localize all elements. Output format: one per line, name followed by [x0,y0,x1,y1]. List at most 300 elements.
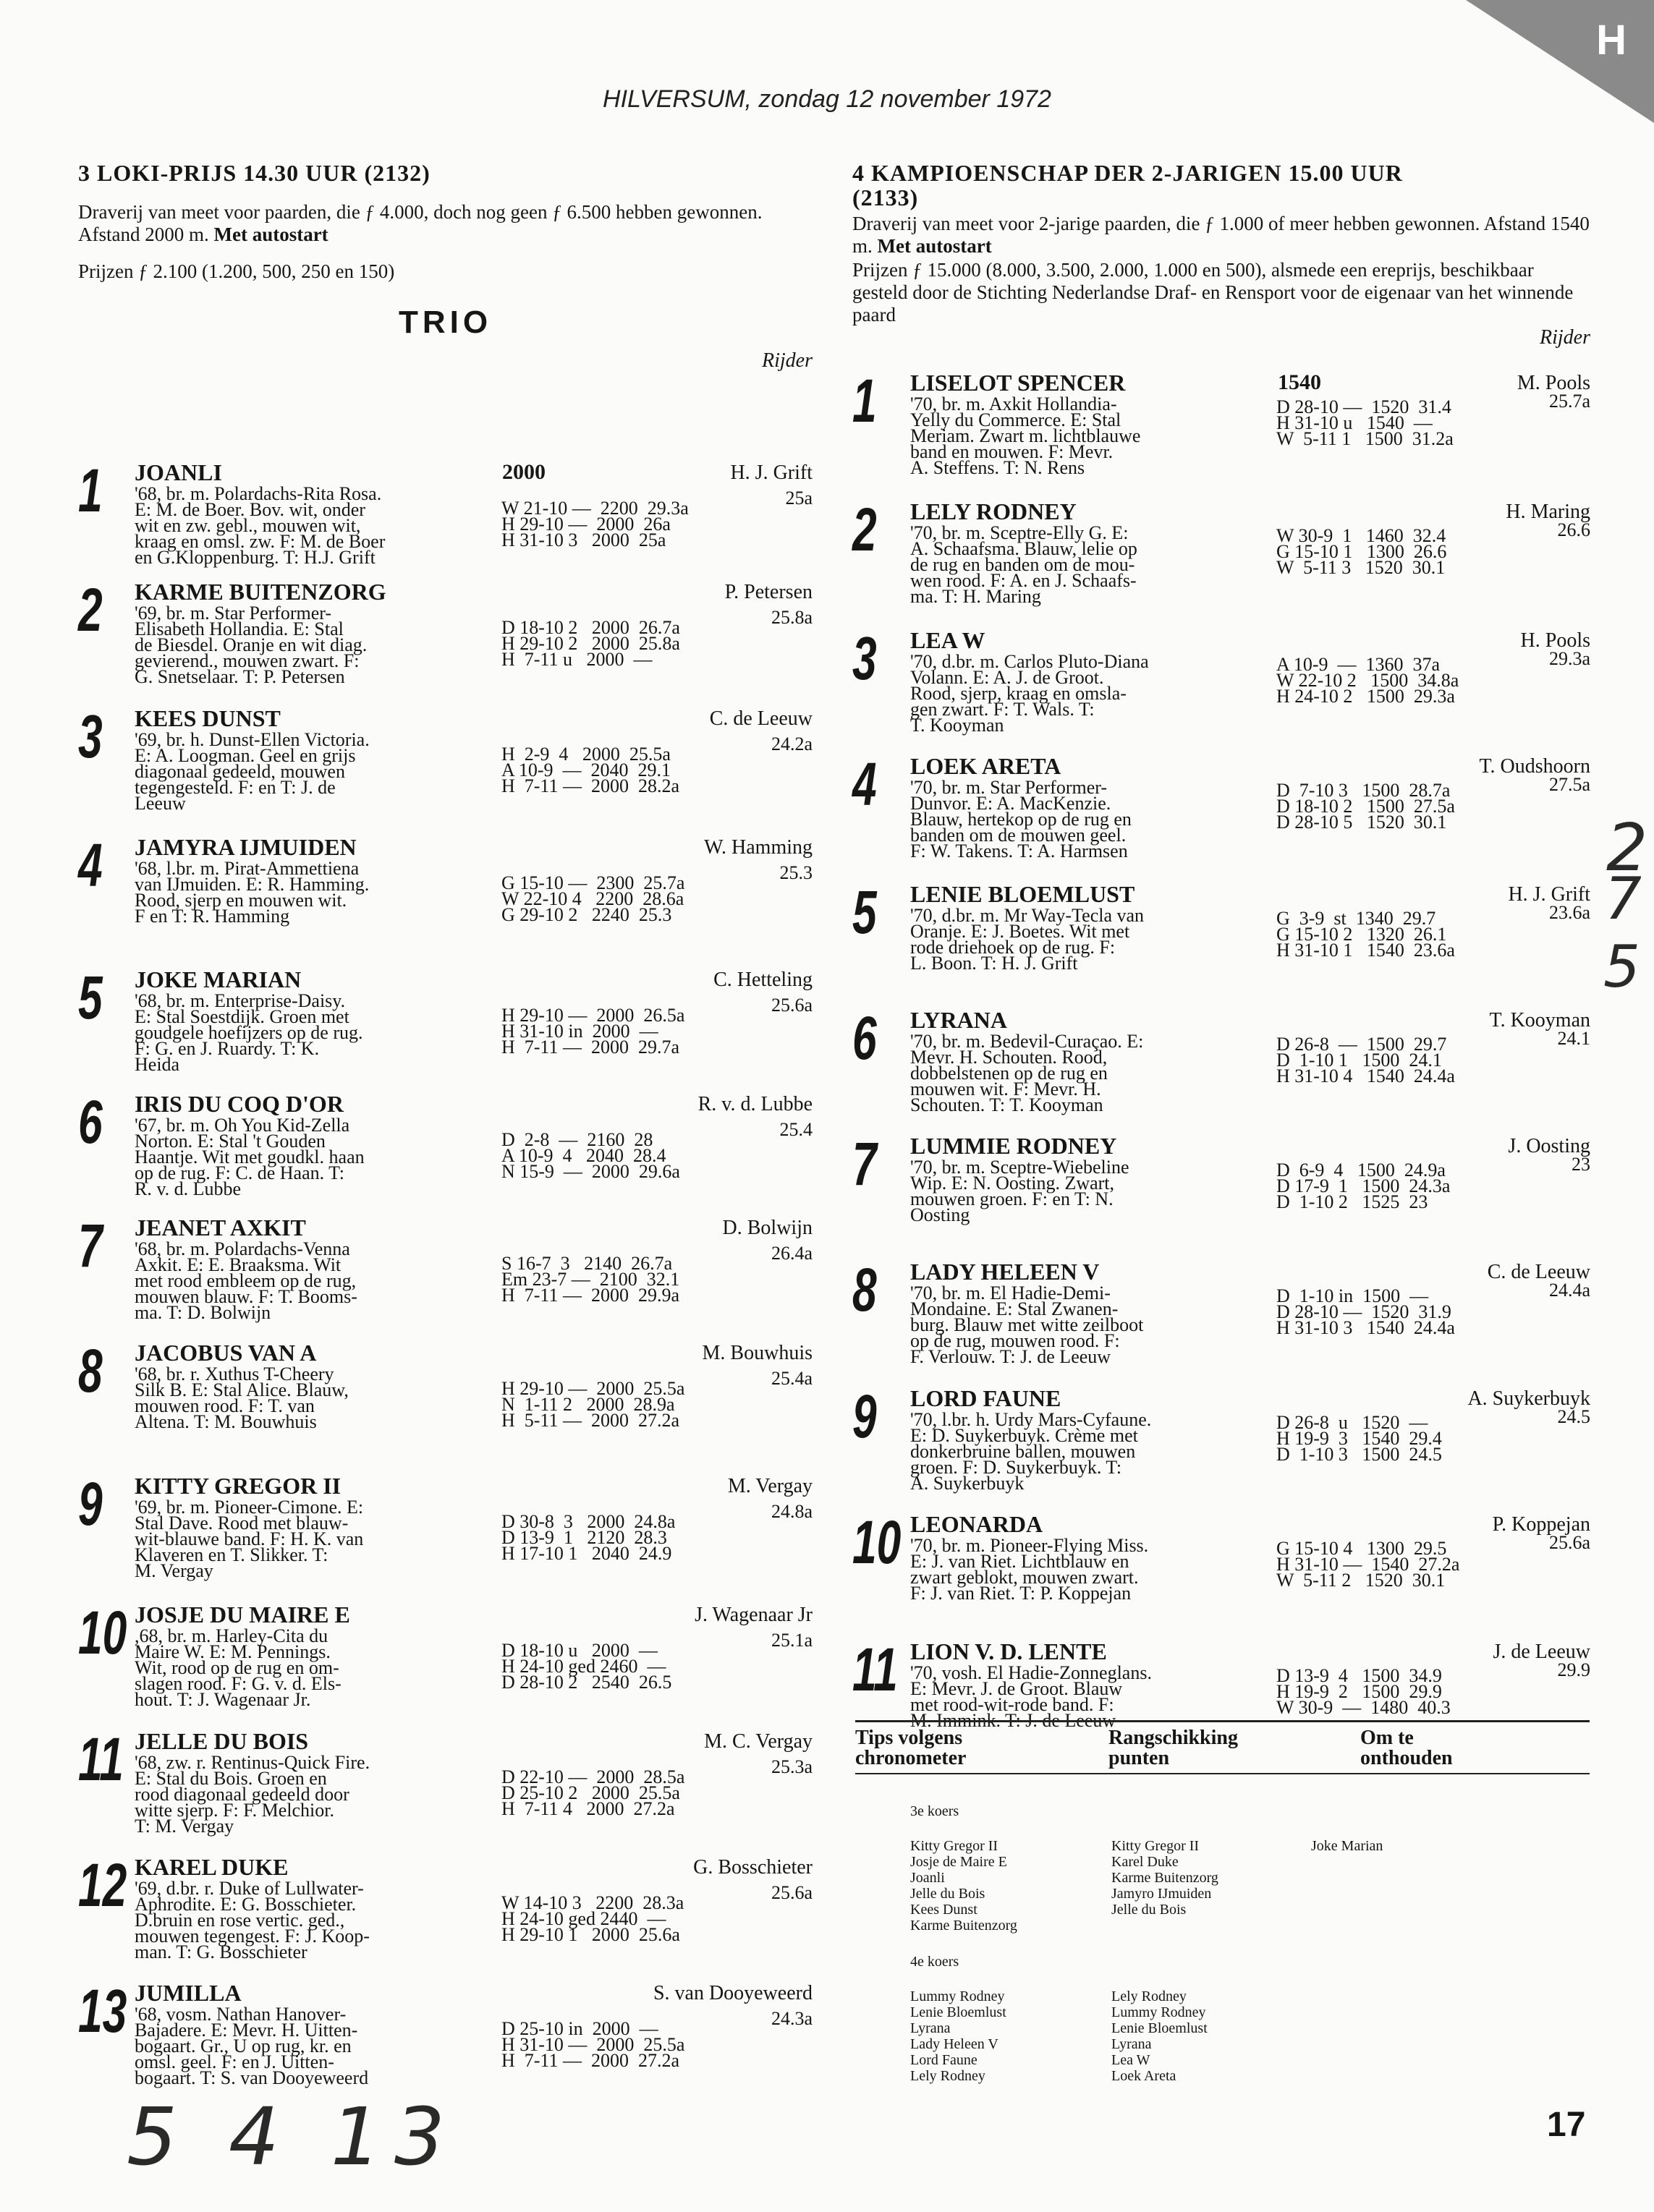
horse-description [910,777,1243,862]
form-line: H 7-11 — 2000 29.7a [501,1037,680,1058]
recent-form [501,2018,685,2071]
handwritten-mark-3: 5 [1603,933,1640,1000]
start-number: 10 [852,1508,902,1576]
start-number: 3 [78,702,103,770]
page-header: HILVERSUM, zondag 12 november 1972 [603,85,1051,113]
form-line: D 30-8 3 2000 24.8a [501,1511,676,1532]
tip-entry: Josje de Maire E [910,1854,1007,1870]
description-line: '70, br. m. Bedevil-Curaçao. E: [910,1031,1144,1052]
jockey-name: M. Pools [1517,372,1590,394]
description-line: F: J. van Riet. T: P. Koppejan [910,1583,1132,1604]
description-line: rode driehoek op de rug. F: [910,937,1116,958]
start-number: 3 [852,624,877,692]
jockey-name: M. Vergay [727,1475,813,1497]
description-line: Aphrodite. E: G. Bosschieter. [135,1894,357,1915]
rating: 29.3a [1548,648,1590,669]
description-line: Yelly du Commerce. E: Stal [910,409,1121,430]
horse-description [135,605,547,685]
rating: 25.6a [1548,1532,1590,1553]
horse-description [910,1535,1243,1604]
form-line: H 31-10 3 1540 24.4a [1276,1317,1455,1338]
description-line: Mevr. H. Schouten. Rood, [910,1047,1108,1068]
form-line: D 6-9 4 1500 24.9a [1276,1160,1446,1181]
description-line: met rood embleem op de rug, [135,1270,357,1291]
tip-entry: Lely Rodney [1111,1988,1187,2004]
rating: 29.9 [1557,1659,1590,1680]
race-4-title: 4 KAMPIOENSCHAP DER 2-JARIGEN 15.00 UUR [852,160,1403,186]
description-line: '70, br. m. Sceptre-Elly G. E: [910,522,1129,543]
description-line: bogaart. T: S. van Dooyeweerd [135,2067,369,2088]
jockey-name: M. C. Vergay [704,1730,813,1753]
rating: 25a [785,488,813,509]
form-line: A 10-9 — 2040 29.1 [501,760,671,780]
start-number: 13 [78,1977,127,2045]
tip-entry: Lely Rodney [910,2068,985,2084]
description-line: '68, br. m. Polardachs-Rita Rosa. [135,483,382,504]
jockey-name: D. Bolwijn [722,1217,813,1239]
jockey-name: T. Oudshoorn [1479,755,1590,778]
description-line: Elisabeth Hollandia. E: Stal [135,618,344,639]
page-number: 17 [1547,2106,1586,2144]
rating: 26.6 [1557,519,1590,540]
start-number: 4 [78,831,103,899]
form-line: D 28-10 5 1520 30.1 [1276,812,1447,833]
description-line: E: A. Loogman. Geel en grijs [135,745,356,766]
recent-form [1276,1285,1455,1338]
horse-name: KAREL DUKE [135,1854,289,1880]
horse-description [135,729,547,814]
description-line: witte sjerp. F: F. Melchior. [135,1800,334,1821]
description-line: '68, br. m. Polardachs-Venna [135,1238,350,1259]
tips-col-chrono: Tips volgens chronometer [855,1727,967,1769]
tips-race-3-label: 3e koers [910,1803,959,1819]
form-line: D 1-10 2 1525 23 [1276,1191,1428,1212]
form-line: H 31-10 u 1540 — [1276,412,1433,433]
form-line: G 29-10 2 2240 25.3 [501,904,672,925]
description-line: F. Verlouw. T: J. de Leeuw [910,1346,1111,1367]
description-line: A. Steffens. T: N. Rens [910,457,1085,478]
description-line: '70, br. m. El Hadie-Demi- [910,1282,1111,1303]
horse-name: LENIE BLOEMLUST [910,881,1135,907]
horse-name: JOSJE DU MAIRE E [135,1601,350,1628]
horse-name: JOKE MARIAN [135,966,302,992]
form-line: H 19-9 2 1500 29.9 [1276,1681,1442,1702]
horse-name: LUMMIE RODNEY [910,1133,1117,1159]
jockey-name: W. Hamming [704,836,813,859]
form-line: W 30-9 1 1460 32.4 [1276,525,1446,546]
description-line: '70, br. m. Star Performer- [910,777,1108,798]
horse-name: LOEK ARETA [910,753,1061,779]
handwritten-number: 5 4 13 [127,2090,458,2183]
description-line: Schouten. T: T. Kooyman [910,1094,1103,1115]
start-number: 8 [852,1256,877,1324]
description-line: Rood, sjerp, kraag en omsla- [910,683,1127,704]
recent-form [501,1378,685,1431]
description-line: '70, vosh. El Hadie-Zonneglans. [910,1662,1152,1683]
jockey-name: S. van Dooyeweerd [653,1982,813,2004]
tip-entry: Kitty Gregor II [1111,1838,1200,1854]
jockey-name: C. Hetteling [713,969,813,991]
form-line: D 13-9 1 2120 28.3 [501,1527,667,1548]
start-number: 1 [78,456,103,524]
description-line: '70, d.br. m. Carlos Pluto-Diana [910,651,1149,672]
description-line: de Biesdel. Oranje en wit diag. [135,634,368,655]
race-4-conditions [852,213,1590,258]
form-line: H 31-10 3 2000 25a [501,529,666,550]
horse-description [135,1366,547,1430]
form-line: H 31-10 in 2000 — [501,1021,658,1042]
description-line: donkerbruine ballen, mouwen [910,1441,1136,1462]
start-number: 9 [852,1382,877,1450]
form-line: W 22-10 4 2200 28.6a [501,888,684,909]
horse-description [910,1282,1243,1367]
horse-description [910,522,1243,607]
form-line: H 31-10 — 2000 25.5a [501,2034,685,2055]
form-line: D 25-10 in 2000 — [501,2018,658,2039]
description-line: diagonaal gedeeld, mouwen [135,761,345,782]
tips-body [855,1774,1590,2084]
description-line: '68, br. r. Xuthus T-Cheery [135,1364,334,1384]
description-line: F en T: R. Hamming [135,906,290,927]
form-line: D 28-10 — 1520 31.4 [1276,396,1451,417]
tips-col-punten: Rangschikking punten [1108,1727,1238,1769]
form-line: H 7-11 — 2000 27.2a [501,2050,680,2071]
tip-entry: Karme Buitenzorg [1111,1870,1218,1886]
horse-description [910,396,1243,476]
description-line: T. Kooyman [910,715,1004,736]
tip-entry: Lord Faune [910,2052,977,2068]
description-line: Stal Dave. Rood met blauw- [135,1513,349,1533]
form-line: H 2-9 4 2000 25.5a [501,744,671,765]
race-distance: 1540 [1278,370,1321,394]
description-line: wit-blauwe band. F: H. K. van [135,1528,364,1549]
recent-form [501,872,685,925]
recent-form [501,746,679,794]
start-number: 2 [852,495,877,563]
description-line: A. Suykerbuyk [910,1473,1025,1494]
form-line: D 1-10 3 1500 24.5 [1276,1444,1442,1465]
description-line: '70, br. m. Axkit Hollandia- [910,394,1117,414]
form-line: D 25-10 2 2000 25.5a [501,1782,680,1803]
description-line: Mondaine. E: Stal Zwanen- [910,1298,1119,1319]
form-line: G 15-10 — 2300 25.7a [501,872,685,893]
horse-name: KARME BUITENZORG [135,579,386,605]
description-line: E: Stal Soestdijk. Groen met [135,1006,349,1027]
tips-race-4-label: 4e koers [910,1954,959,1970]
description-line: mouwen blauw. F: T. Booms- [135,1286,357,1307]
description-line: mouwen rood. F: T. van [135,1395,315,1416]
trio-label: TRIO [398,305,493,340]
form-line: H 29-10 — 2000 26.5a [501,1005,685,1026]
form-line: W 22-10 2 1500 34.8a [1276,670,1459,691]
description-line: Rood, sjerp en mouwen wit. [135,890,347,911]
horse-description [135,1625,547,1710]
description-line: omsl. geel. F: en J. Uitten- [135,2051,334,2072]
form-line: W 30-9 — 1480 40.3 [1276,1697,1451,1718]
recent-form [1276,1538,1460,1591]
form-line: H 7-11 — 2000 28.2a [501,775,680,796]
description-line: Bajadere. E: Mevr. H. Uitten- [135,2020,358,2041]
jockey-name: J. Oosting [1508,1135,1590,1157]
description-line: van IJmuiden. E: R. Hamming. [135,874,370,895]
jockey-name: C. de Leeuw [709,707,813,730]
rating: 25.3 [779,862,813,883]
start-number: 10 [78,1599,127,1667]
description-line: '69, d.br. r. Duke of Lullwater- [135,1878,364,1899]
rating: 23.6a [1548,902,1590,923]
recent-form [1276,1034,1455,1086]
tip-entry: Lady Heleen V [910,2036,998,2052]
tip-entry: Joke Marian [1311,1838,1383,1854]
horse-name: JAMYRA IJMUIDEN [135,834,357,860]
horse-description [135,1115,547,1199]
description-line: Klaveren en T. Slikker. T: [135,1544,328,1565]
form-line: H 31-10 1 1540 23.6a [1276,940,1455,961]
recent-form [1276,654,1459,707]
horse-name: LEA W [910,627,985,653]
race-3-title: 3 LOKI-PRIJS 14.30 UUR (2132) [78,160,431,186]
horse-name: KEES DUNST [135,705,281,731]
recent-form [1276,525,1447,578]
form-line: H 17-10 1 2040 24.9 [501,1543,672,1564]
form-line: H 7-11 4 2000 27.2a [501,1798,675,1819]
race-3-rijder-label: Rijder [762,349,813,372]
description-line: man. T: G. Bosschieter [135,1941,308,1962]
description-line: E: Stal du Bois. Groen en [135,1768,327,1789]
description-line: G. Snetselaar. T: P. Petersen [135,666,345,687]
horse-name: LION V. D. LENTE [910,1638,1107,1664]
form-line: H 5-11 — 2000 27.2a [501,1410,680,1431]
handwritten-mark-2: 7 [1605,865,1642,932]
description-line: Blauw, hertekop op de rug en [910,809,1132,830]
description-line: '70, d.br. m. Mr Way-Tecla van [910,905,1145,926]
recent-form [1276,1412,1442,1465]
race-3-prizes: Prijzen ƒ 2.100 (1.200, 500, 250 en 150) [78,260,395,282]
horse-name: JACOBUS VAN A [135,1340,317,1366]
form-line: H 29-10 — 2000 25.5a [501,1378,685,1399]
recent-form [501,617,680,670]
description-line: '69, br. h. Dunst-Ellen Victoria. [135,729,370,750]
description-line: '70, br. m. Sceptre-Wiebeline [910,1157,1129,1178]
horse-description [135,1238,547,1323]
description-line: M. Immink. T: J. de Leeuw [910,1710,1116,1731]
form-line: H 7-11 — 2000 29.9a [501,1285,680,1306]
rating: 25.1a [771,1630,813,1651]
description-line: '68, vosm. Nathan Hanover- [135,2004,347,2025]
jockey-name: T. Kooyman [1489,1009,1590,1031]
recent-form [501,1253,680,1306]
jockey-name: A. Suykerbuyk [1467,1387,1590,1410]
jockey-name: H. J. Grift [1508,883,1590,906]
tip-entry: Kitty Gregor II [910,1838,998,1854]
horse-description [910,1662,1243,1731]
description-line: Axkit. E: E. Braaksma. Wit [135,1254,342,1275]
horse-description [910,651,1243,736]
tip-entry: Lenie Bloemlust [1111,2020,1208,2036]
description-line: ma. T: H. Maring [910,586,1041,607]
recent-form [1276,908,1455,961]
race-3-conditions [78,201,813,246]
horse-name: JEANET AXKIT [135,1215,306,1241]
race-4-rijder-label: Rijder [1540,326,1590,349]
description-line: de rug en banden om de mou- [910,554,1135,575]
race-4-autostart: Met autostart [877,235,992,257]
form-line: D 18-10 2 2000 26.7a [501,617,680,638]
form-line: D 22-10 — 2000 28.5a [501,1766,685,1787]
form-line: D 13-9 4 1500 34.9 [1276,1665,1442,1686]
tip-entry: Kees Dunst [910,1902,977,1918]
description-line: mouwen wit. F: Mevr. H. [910,1079,1101,1099]
rating: 25.6a [771,1882,813,1903]
form-line: G 15-10 4 1300 29.5 [1276,1538,1447,1559]
description-line: '69, br. m. Pioneer-Cimone. E: [135,1497,364,1518]
horse-description [135,1752,547,1837]
tip-entry: Jelle du Bois [910,1886,985,1902]
tip-entry: Lummy Rodney [1111,2004,1206,2020]
description-line: gevierend., mouwen zwart. F: [135,650,360,671]
horse-description [910,1031,1243,1115]
start-number: 9 [78,1470,103,1538]
horse-description [135,483,547,568]
description-line: en G.Kloppenburg. T: H.J. Grift [135,547,376,568]
tips-race-4-chrono [910,1988,1006,2084]
horse-description [135,858,547,927]
jockey-name: M. Bouwhuis [702,1342,813,1364]
jockey-name: R. v. d. Lubbe [697,1093,813,1115]
description-line: groen. F: D. Suykerbuyk. T: [910,1457,1122,1478]
form-line: H 29-10 1 2000 25.6a [501,1924,680,1945]
description-line: L. Boon. T: H. J. Grift [910,953,1078,974]
rating: 25.4 [779,1119,813,1140]
tips-race-3-onthouden [1311,1838,1383,1854]
race-4-prizes: Prijzen ƒ 15.000 (8.000, 3.500, 2.000, 1.000 en 500), alsmede een ereprijs, beschikbaar gesteld door de Stichting Nederlandse Draf- en Rensport voor de eigenaar van het winnende paard [852,259,1574,326]
tips-race-4-punten [1111,1988,1208,2084]
start-number: 1 [852,367,877,435]
start-number: 2 [78,576,103,644]
jockey-name: H. Pools [1520,629,1590,652]
jockey-name: G. Bosschieter [693,1856,813,1879]
description-line: E: D. Suykerbuyk. Crème met [910,1425,1138,1446]
form-line: D 7-10 3 1500 28.7a [1276,780,1451,801]
race-3-autostart: Met autostart [213,224,328,245]
tip-entry: Lea W [1111,2052,1150,2068]
description-line: hout. T: J. Wagenaar Jr. [135,1689,311,1710]
rating: 24.2a [771,733,813,754]
description-line: A. Schaafsma. Blauw, lelie op [910,538,1137,559]
rating: 25.8a [771,607,813,628]
description-line: Altena. T: M. Bouwhuis [135,1411,317,1432]
recent-form [1276,396,1454,449]
description-line: zwart geblokt, mouwen zwart. [910,1567,1139,1588]
tip-entry: Jelle du Bois [1111,1902,1187,1918]
race-3-conditions-text: Draverij van meet voor paarden, die ƒ 4.000, doch nog geen ƒ 6.500 hebben gewonnen. Afstand 2000 m. [78,201,763,245]
horse-description [135,2004,547,2088]
rating: 24.4a [1548,1280,1590,1301]
form-line: W 5-11 1 1500 31.2a [1276,428,1454,449]
tips-header [855,1722,1590,1773]
description-line: Wip. E: N. Oosting. Zwart, [910,1173,1115,1194]
rating: 25.6a [771,995,813,1016]
horse-name: LYRANA [910,1007,1007,1033]
horse-name: LADY HELEEN V [910,1259,1100,1285]
horse-name: KITTY GREGOR II [135,1473,342,1499]
description-line: F: W. Takens. T: A. Harmsen [910,841,1128,862]
description-line: kraag en omsl. zw. F: M. de Boer [135,531,386,552]
rating: 23 [1572,1154,1590,1175]
race-3-column [78,160,813,2088]
rating: 24.3a [771,2008,813,2029]
description-line: Dunvor. E: A. MacKenzie. [910,793,1111,814]
form-line: D 1-10 1 1500 24.1 [1276,1050,1442,1071]
description-line: '70, br. m. Pioneer-Flying Miss. [910,1535,1149,1556]
jockey-name: J. Wagenaar Jr [695,1604,813,1626]
rating: 25.4a [771,1368,813,1389]
tip-entry: Lenie Bloemlust [910,2004,1006,2020]
jockey-name: H. J. Grift [730,461,813,484]
description-line: Meriam. Zwart m. lichtblauwe [910,425,1141,446]
race-4-column [852,160,1590,1731]
handwritten-mark-1: 2 [1606,810,1648,886]
horse-name: JOANLI [135,459,222,485]
form-line: H 7-11 u 2000 — [501,649,653,670]
start-number: 5 [78,964,103,1031]
description-line: '70, l.br. h. Urdy Mars-Cyfaune. [910,1409,1152,1430]
horse-name: IRIS DU COQ D'OR [135,1091,344,1117]
description-line: R. v. d. Lubbe [135,1178,242,1199]
description-line: '68, br. m. Enterprise-Daisy. [135,990,346,1011]
recent-form [1276,780,1455,833]
form-line: G 15-10 2 1320 26.1 [1276,924,1447,945]
form-line: Em 23-7 — 2100 32.1 [501,1269,680,1290]
description-line: Norton. E: Stal 't Gouden [135,1131,326,1152]
description-line: burg. Blauw met witte zeilboot [910,1314,1144,1335]
horse-name: JELLE DU BOIS [135,1728,309,1754]
horse-description [135,1878,547,1962]
rating: 27.5a [1548,774,1590,795]
description-line: Maire W. E: M. Pennings. [135,1641,331,1662]
tip-entry: Lummy Rodney [910,1988,1005,2004]
description-line: mouwen tegengest. F: J. Koop- [135,1926,370,1947]
start-number: 11 [78,1725,124,1793]
form-line: H 24-10 2 1500 29.3a [1276,686,1455,707]
recent-form [501,1511,676,1564]
start-number: 4 [852,750,877,818]
tips-table [855,1720,1590,2084]
description-line: Silk B. E: Stal Alice. Blauw, [135,1379,349,1400]
rating: 25.3a [771,1756,813,1777]
horse-description [910,1157,1243,1225]
rating: 24.1 [1557,1028,1590,1049]
description-line: banden om de mouwen geel. [910,825,1127,846]
tip-entry: Jamyro IJmuiden [1111,1886,1212,1902]
corner-letter: H [1596,17,1627,64]
form-line: D 28-10 2 2540 26.5 [501,1672,672,1693]
form-line: W 5-11 3 1520 30.1 [1276,557,1446,578]
description-line: Wit, rood op de rug en om- [135,1657,339,1678]
form-line: G 15-10 1 1300 26.6 [1276,541,1447,562]
description-line: D.bruin en rose vertic. ged., [135,1910,345,1931]
description-line: band en mouwen. F: Mevr. [910,441,1114,462]
recent-form [501,1766,685,1819]
form-line: D 17-9 1 1500 24.3a [1276,1175,1451,1196]
description-line: op de rug, mouwen rood. F: [910,1330,1120,1351]
form-line: H 31-10 4 1540 24.4a [1276,1065,1455,1086]
rating: 26.4a [771,1243,813,1264]
form-line: D 26-8 u 1520 — [1276,1412,1428,1433]
form-line: W 21-10 — 2200 29.3a [501,498,689,519]
jockey-name: C. de Leeuw [1487,1261,1590,1283]
description-line: Leeuw [135,793,186,814]
